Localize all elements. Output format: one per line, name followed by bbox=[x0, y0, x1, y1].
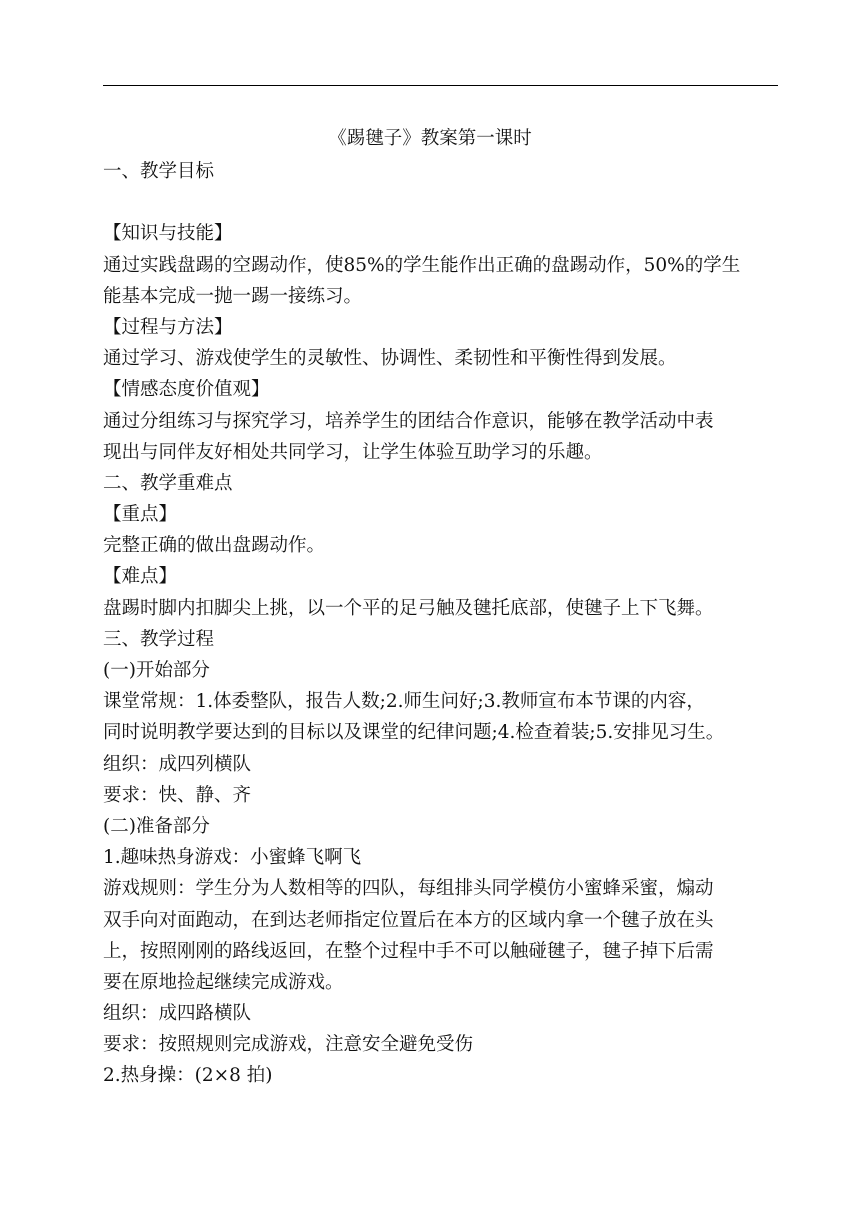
paragraph-line: 盘踢时脚内扣脚尖上挑，以一个平的足弓触及毽托底部，使毽子上下飞舞。 bbox=[103, 597, 714, 619]
subheading: 【重点】 bbox=[103, 504, 178, 526]
subheading: 【难点】 bbox=[103, 566, 178, 588]
paragraph-line: 通过分组练习与探究学习，培养学生的团结合作意识，能够在教学活动中表 bbox=[103, 410, 714, 432]
paragraph-line: 双手向对面跑动，在到达老师指定位置后在本方的区域内拿一个毽子放在头 bbox=[103, 909, 714, 931]
subheading: 【知识与技能】 bbox=[103, 223, 233, 245]
paragraph-line: 要求：快、静、齐 bbox=[103, 784, 252, 806]
paragraph-line: 完整正确的做出盘踢动作。 bbox=[103, 535, 326, 557]
subheading: 【过程与方法】 bbox=[103, 316, 233, 338]
subheading: (二)准备部分 bbox=[103, 815, 210, 837]
document-title: 《踢毽子》教案第一课时 bbox=[328, 128, 532, 149]
paragraph-line: 组织：成四路横队 bbox=[103, 1003, 252, 1025]
paragraph-line: 要求：按照规则完成游戏，注意安全避免受伤 bbox=[103, 1034, 474, 1056]
header-rule bbox=[103, 85, 778, 86]
subheading: (一)开始部分 bbox=[103, 660, 210, 681]
paragraph-line: 通过学习、游戏使学生的灵敏性、协调性、柔韧性和平衡性得到发展。 bbox=[103, 348, 677, 370]
section-heading: 一、教学目标 bbox=[103, 161, 215, 182]
paragraph-line: 1.趣味热身游戏：小蜜蜂飞啊飞 bbox=[103, 847, 362, 869]
paragraph-line: 通过实践盘踢的空踢动作，使85%的学生能作出正确的盘踢动作，50%的学生 bbox=[103, 254, 741, 276]
paragraph-line: 现出与同伴友好相处共同学习，让学生体验互助学习的乐趣。 bbox=[103, 441, 603, 463]
paragraph-line: 2.热身操：(2×8 拍) bbox=[103, 1065, 273, 1087]
paragraph-line: 能基本完成一抛一踢一接练习。 bbox=[103, 285, 363, 307]
paragraph-line: 游戏规则：学生分为人数相等的四队，每组排头同学模仿小蜜蜂采蜜，煽动 bbox=[103, 878, 714, 900]
paragraph-line: 上，按照刚刚的路线返回，在整个过程中手不可以触碰毽子，毽子掉下后需 bbox=[103, 940, 714, 962]
paragraph-line: 组织：成四列横队 bbox=[103, 753, 252, 775]
section-heading: 三、教学过程 bbox=[103, 628, 215, 650]
paragraph-line: 课堂常规：1.体委整队，报告人数;2.师生问好;3.教师宣布本节课的内容， bbox=[103, 691, 705, 713]
paragraph-line: 要在原地捡起继续完成游戏。 bbox=[103, 971, 344, 993]
blank-line bbox=[103, 187, 783, 218]
paragraph-line: 同时说明教学要达到的目标以及课堂的纪律问题;4.检查着装;5.安排见习生。 bbox=[103, 722, 725, 744]
section-heading: 二、教学重难点 bbox=[103, 472, 233, 494]
subheading: 【情感态度价值观】 bbox=[103, 379, 270, 401]
document-body bbox=[103, 156, 783, 1092]
